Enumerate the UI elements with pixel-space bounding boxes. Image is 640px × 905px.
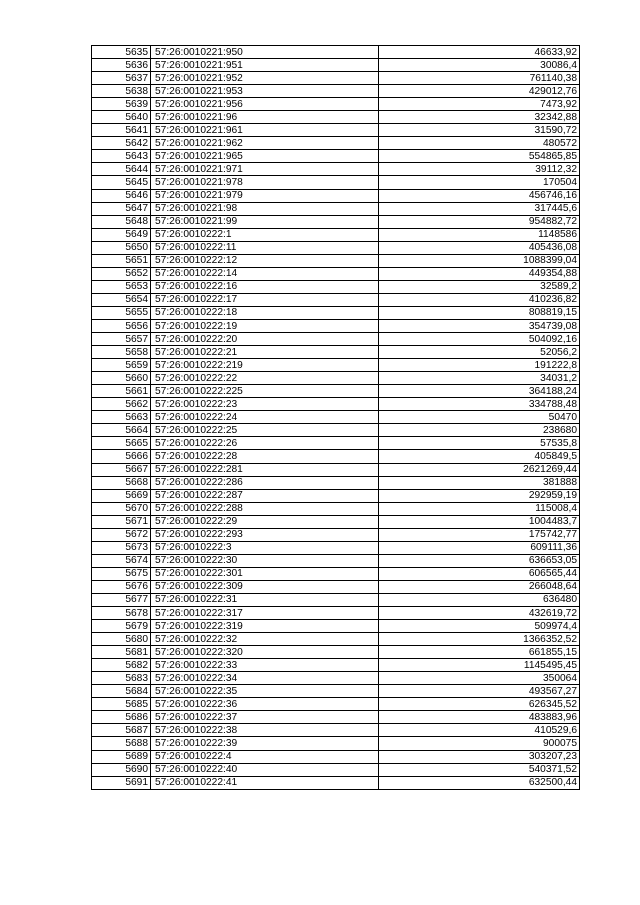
row-number-cell: 5647	[92, 202, 151, 215]
table-row	[92, 554, 580, 567]
row-number-cell: 5648	[92, 215, 151, 228]
cadastral-value-cell: 292959,19	[379, 489, 580, 502]
row-number-cell: 5673	[92, 541, 151, 554]
cadastral-value-cell: 57535,8	[379, 437, 580, 450]
table-row	[92, 437, 580, 450]
cadastral-value-cell: 170504	[379, 176, 580, 189]
cadastral-number-cell: 57:26:0010222:24	[151, 411, 379, 424]
row-number-cell: 5670	[92, 502, 151, 515]
cadastral-value-cell: 31590,72	[379, 124, 580, 137]
cadastral-value-cell: 115008,4	[379, 502, 580, 515]
row-number-cell: 5639	[92, 98, 151, 111]
cadastral-number-cell: 57:26:0010222:40	[151, 763, 379, 776]
row-number-cell: 5657	[92, 333, 151, 346]
table-row	[92, 698, 580, 711]
cadastral-number-cell: 57:26:0010222:20	[151, 333, 379, 346]
row-number-cell: 5684	[92, 685, 151, 698]
table-row	[92, 150, 580, 163]
cadastral-number-cell: 57:26:0010222:39	[151, 737, 379, 750]
cadastral-number-cell: 57:26:0010221:96	[151, 111, 379, 124]
row-number-cell: 5664	[92, 424, 151, 437]
cadastral-value-cell: 410236,82	[379, 293, 580, 306]
row-number-cell: 5677	[92, 593, 151, 606]
row-number-cell: 5637	[92, 72, 151, 85]
row-number-cell: 5665	[92, 437, 151, 450]
table-row	[92, 476, 580, 489]
row-number-cell: 5646	[92, 189, 151, 202]
table-row	[92, 685, 580, 698]
table-row	[92, 85, 580, 98]
row-number-cell: 5659	[92, 359, 151, 372]
cadastral-number-cell: 57:26:0010222:25	[151, 424, 379, 437]
cadastral-value-cell: 334788,48	[379, 398, 580, 411]
cadastral-number-cell: 57:26:0010221:951	[151, 59, 379, 72]
cadastral-number-cell: 57:26:0010222:16	[151, 280, 379, 293]
cadastral-value-cell: 410529,6	[379, 724, 580, 737]
cadastral-number-cell: 57:26:0010222:219	[151, 359, 379, 372]
table-row	[92, 293, 580, 306]
cadastral-number-cell: 57:26:0010221:98	[151, 202, 379, 215]
cadastral-number-cell: 57:26:0010222:38	[151, 724, 379, 737]
cadastral-value-cell: 483883,96	[379, 711, 580, 724]
table-row	[92, 659, 580, 672]
row-number-cell: 5650	[92, 241, 151, 254]
cadastral-value-table	[91, 45, 580, 790]
row-number-cell: 5683	[92, 672, 151, 685]
table-row	[92, 46, 580, 59]
cadastral-number-cell: 57:26:0010222:225	[151, 385, 379, 398]
row-number-cell: 5651	[92, 254, 151, 267]
cadastral-number-cell: 57:26:0010222:37	[151, 711, 379, 724]
row-number-cell: 5655	[92, 306, 151, 319]
cadastral-value-cell: 175742,77	[379, 528, 580, 541]
row-number-cell: 5663	[92, 411, 151, 424]
table-row	[92, 541, 580, 554]
table-row	[92, 763, 580, 776]
cadastral-value-cell: 954882,72	[379, 215, 580, 228]
cadastral-number-cell: 57:26:0010221:950	[151, 46, 379, 59]
cadastral-value-cell: 900075	[379, 737, 580, 750]
cadastral-number-cell: 57:26:0010221:956	[151, 98, 379, 111]
cadastral-number-cell: 57:26:0010222:35	[151, 685, 379, 698]
cadastral-value-cell: 636653,05	[379, 554, 580, 567]
row-number-cell: 5644	[92, 163, 151, 176]
table-row	[92, 215, 580, 228]
table-row	[92, 98, 580, 111]
row-number-cell: 5635	[92, 46, 151, 59]
row-number-cell: 5686	[92, 711, 151, 724]
table-row	[92, 750, 580, 763]
cadastral-value-cell: 429012,76	[379, 85, 580, 98]
cadastral-number-cell: 57:26:0010222:22	[151, 372, 379, 385]
cadastral-number-cell: 57:26:0010222:26	[151, 437, 379, 450]
table-row	[92, 776, 580, 789]
table-row	[92, 646, 580, 659]
cadastral-number-cell: 57:26:0010222:31	[151, 593, 379, 606]
cadastral-number-cell: 57:26:0010222:30	[151, 554, 379, 567]
table-row	[92, 515, 580, 528]
row-number-cell: 5672	[92, 528, 151, 541]
cadastral-value-cell: 30086,4	[379, 59, 580, 72]
table-row	[92, 306, 580, 319]
table-row	[92, 72, 580, 85]
cadastral-number-cell: 57:26:0010222:19	[151, 319, 379, 332]
cadastral-value-cell: 191222,8	[379, 359, 580, 372]
cadastral-number-cell: 57:26:0010222:287	[151, 489, 379, 502]
row-number-cell: 5661	[92, 385, 151, 398]
cadastral-value-cell: 7473,92	[379, 98, 580, 111]
table-row	[92, 163, 580, 176]
table-row	[92, 124, 580, 137]
cadastral-value-cell: 303207,23	[379, 750, 580, 763]
row-number-cell: 5687	[92, 724, 151, 737]
cadastral-number-cell: 57:26:0010222:29	[151, 515, 379, 528]
cadastral-value-cell: 509974,4	[379, 620, 580, 633]
row-number-cell: 5643	[92, 150, 151, 163]
cadastral-number-cell: 57:26:0010221:962	[151, 137, 379, 150]
table-row	[92, 319, 580, 332]
cadastral-value-cell: 432619,72	[379, 607, 580, 620]
row-number-cell: 5691	[92, 776, 151, 789]
table-row	[92, 489, 580, 502]
cadastral-value-cell: 456746,16	[379, 189, 580, 202]
table-row	[92, 280, 580, 293]
table-row	[92, 528, 580, 541]
cadastral-value-cell: 39112,32	[379, 163, 580, 176]
table-row	[92, 737, 580, 750]
cadastral-value-cell: 52056,2	[379, 346, 580, 359]
cadastral-number-cell: 57:26:0010222:281	[151, 463, 379, 476]
cadastral-value-cell: 2621269,44	[379, 463, 580, 476]
cadastral-number-cell: 57:26:0010222:11	[151, 241, 379, 254]
cadastral-value-cell: 480572	[379, 137, 580, 150]
cadastral-value-cell: 1148586	[379, 228, 580, 241]
row-number-cell: 5654	[92, 293, 151, 306]
cadastral-value-cell: 405436,08	[379, 241, 580, 254]
table-row	[92, 672, 580, 685]
row-number-cell: 5675	[92, 567, 151, 580]
cadastral-number-cell: 57:26:0010222:12	[151, 254, 379, 267]
cadastral-number-cell: 57:26:0010222:4	[151, 750, 379, 763]
cadastral-number-cell: 57:26:0010222:28	[151, 450, 379, 463]
row-number-cell: 5641	[92, 124, 151, 137]
table-row	[92, 398, 580, 411]
cadastral-value-cell: 504092,16	[379, 333, 580, 346]
row-number-cell: 5671	[92, 515, 151, 528]
cadastral-value-cell: 609111,36	[379, 541, 580, 554]
cadastral-number-cell: 57:26:0010222:293	[151, 528, 379, 541]
cadastral-value-cell: 636480	[379, 593, 580, 606]
table-row	[92, 59, 580, 72]
row-number-cell: 5680	[92, 633, 151, 646]
cadastral-number-cell: 57:26:0010221:961	[151, 124, 379, 137]
cadastral-value-cell: 50470	[379, 411, 580, 424]
cadastral-number-cell: 57:26:0010221:99	[151, 215, 379, 228]
cadastral-value-cell: 354739,08	[379, 319, 580, 332]
cadastral-value-cell: 1145495,45	[379, 659, 580, 672]
cadastral-value-cell: 808819,15	[379, 306, 580, 319]
cadastral-value-cell: 32589,2	[379, 280, 580, 293]
table-row	[92, 633, 580, 646]
row-number-cell: 5638	[92, 85, 151, 98]
table-row	[92, 372, 580, 385]
row-number-cell: 5662	[92, 398, 151, 411]
row-number-cell: 5660	[92, 372, 151, 385]
row-number-cell: 5690	[92, 763, 151, 776]
table-row	[92, 241, 580, 254]
table-row	[92, 593, 580, 606]
cadastral-number-cell: 57:26:0010221:978	[151, 176, 379, 189]
cadastral-value-cell: 381888	[379, 476, 580, 489]
cadastral-number-cell: 57:26:0010221:952	[151, 72, 379, 85]
cadastral-number-cell: 57:26:0010221:953	[151, 85, 379, 98]
row-number-cell: 5668	[92, 476, 151, 489]
cadastral-value-cell: 32342,88	[379, 111, 580, 124]
table-row	[92, 228, 580, 241]
cadastral-value-cell: 661855,15	[379, 646, 580, 659]
cadastral-number-cell: 57:26:0010222:319	[151, 620, 379, 633]
row-number-cell: 5682	[92, 659, 151, 672]
row-number-cell: 5679	[92, 620, 151, 633]
cadastral-value-cell: 34031,2	[379, 372, 580, 385]
row-number-cell: 5658	[92, 346, 151, 359]
cadastral-number-cell: 57:26:0010221:965	[151, 150, 379, 163]
cadastral-number-cell: 57:26:0010222:309	[151, 580, 379, 593]
table-row	[92, 385, 580, 398]
cadastral-number-cell: 57:26:0010222:286	[151, 476, 379, 489]
cadastral-number-cell: 57:26:0010222:17	[151, 293, 379, 306]
table-row	[92, 189, 580, 202]
table-row	[92, 711, 580, 724]
cadastral-value-cell: 1366352,52	[379, 633, 580, 646]
table-row	[92, 724, 580, 737]
row-number-cell: 5674	[92, 554, 151, 567]
cadastral-value-cell: 1088399,04	[379, 254, 580, 267]
cadastral-number-cell: 57:26:0010221:979	[151, 189, 379, 202]
row-number-cell: 5667	[92, 463, 151, 476]
cadastral-value-cell: 317445,6	[379, 202, 580, 215]
cadastral-value-cell: 46633,92	[379, 46, 580, 59]
row-number-cell: 5666	[92, 450, 151, 463]
cadastral-number-cell: 57:26:0010222:18	[151, 306, 379, 319]
cadastral-number-cell: 57:26:0010222:32	[151, 633, 379, 646]
cadastral-number-cell: 57:26:0010222:41	[151, 776, 379, 789]
row-number-cell: 5649	[92, 228, 151, 241]
cadastral-number-cell: 57:26:0010222:33	[151, 659, 379, 672]
cadastral-value-cell: 540371,52	[379, 763, 580, 776]
cadastral-value-cell: 761140,38	[379, 72, 580, 85]
cadastral-value-cell: 449354,88	[379, 267, 580, 280]
cadastral-number-cell: 57:26:0010222:301	[151, 567, 379, 580]
cadastral-value-cell: 626345,52	[379, 698, 580, 711]
table-row	[92, 202, 580, 215]
row-number-cell: 5653	[92, 280, 151, 293]
row-number-cell: 5652	[92, 267, 151, 280]
cadastral-number-cell: 57:26:0010222:23	[151, 398, 379, 411]
table-row	[92, 267, 580, 280]
row-number-cell: 5685	[92, 698, 151, 711]
cadastral-value-cell: 632500,44	[379, 776, 580, 789]
row-number-cell: 5676	[92, 580, 151, 593]
row-number-cell: 5681	[92, 646, 151, 659]
cadastral-number-cell: 57:26:0010222:288	[151, 502, 379, 515]
row-number-cell: 5669	[92, 489, 151, 502]
table-row	[92, 620, 580, 633]
cadastral-number-cell: 57:26:0010222:36	[151, 698, 379, 711]
row-number-cell: 5656	[92, 319, 151, 332]
cadastral-number-cell: 57:26:0010222:14	[151, 267, 379, 280]
cadastral-number-cell: 57:26:0010221:971	[151, 163, 379, 176]
table-row	[92, 411, 580, 424]
cadastral-value-cell: 606565,44	[379, 567, 580, 580]
cadastral-value-cell: 1004483,7	[379, 515, 580, 528]
row-number-cell: 5636	[92, 59, 151, 72]
table-row	[92, 580, 580, 593]
table-row	[92, 607, 580, 620]
cadastral-number-cell: 57:26:0010222:320	[151, 646, 379, 659]
table-row	[92, 450, 580, 463]
table-row	[92, 502, 580, 515]
table-body	[92, 46, 580, 790]
table-row	[92, 176, 580, 189]
table-row	[92, 111, 580, 124]
cadastral-number-cell: 57:26:0010222:3	[151, 541, 379, 554]
cadastral-number-cell: 57:26:0010222:21	[151, 346, 379, 359]
row-number-cell: 5645	[92, 176, 151, 189]
row-number-cell: 5640	[92, 111, 151, 124]
row-number-cell: 5678	[92, 607, 151, 620]
table-row	[92, 346, 580, 359]
cadastral-number-cell: 57:26:0010222:34	[151, 672, 379, 685]
cadastral-value-cell: 238680	[379, 424, 580, 437]
cadastral-value-cell: 493567,27	[379, 685, 580, 698]
row-number-cell: 5688	[92, 737, 151, 750]
table-row	[92, 254, 580, 267]
cadastral-value-cell: 350064	[379, 672, 580, 685]
cadastral-number-cell: 57:26:0010222:1	[151, 228, 379, 241]
table-row	[92, 424, 580, 437]
row-number-cell: 5642	[92, 137, 151, 150]
cadastral-value-cell: 364188,24	[379, 385, 580, 398]
cadastral-value-cell: 554865,85	[379, 150, 580, 163]
cadastral-value-cell: 405849,5	[379, 450, 580, 463]
table-row	[92, 463, 580, 476]
cadastral-number-cell: 57:26:0010222:317	[151, 607, 379, 620]
table-row	[92, 333, 580, 346]
table-row	[92, 567, 580, 580]
table-row	[92, 359, 580, 372]
cadastral-value-cell: 266048,64	[379, 580, 580, 593]
table-row	[92, 137, 580, 150]
row-number-cell: 5689	[92, 750, 151, 763]
